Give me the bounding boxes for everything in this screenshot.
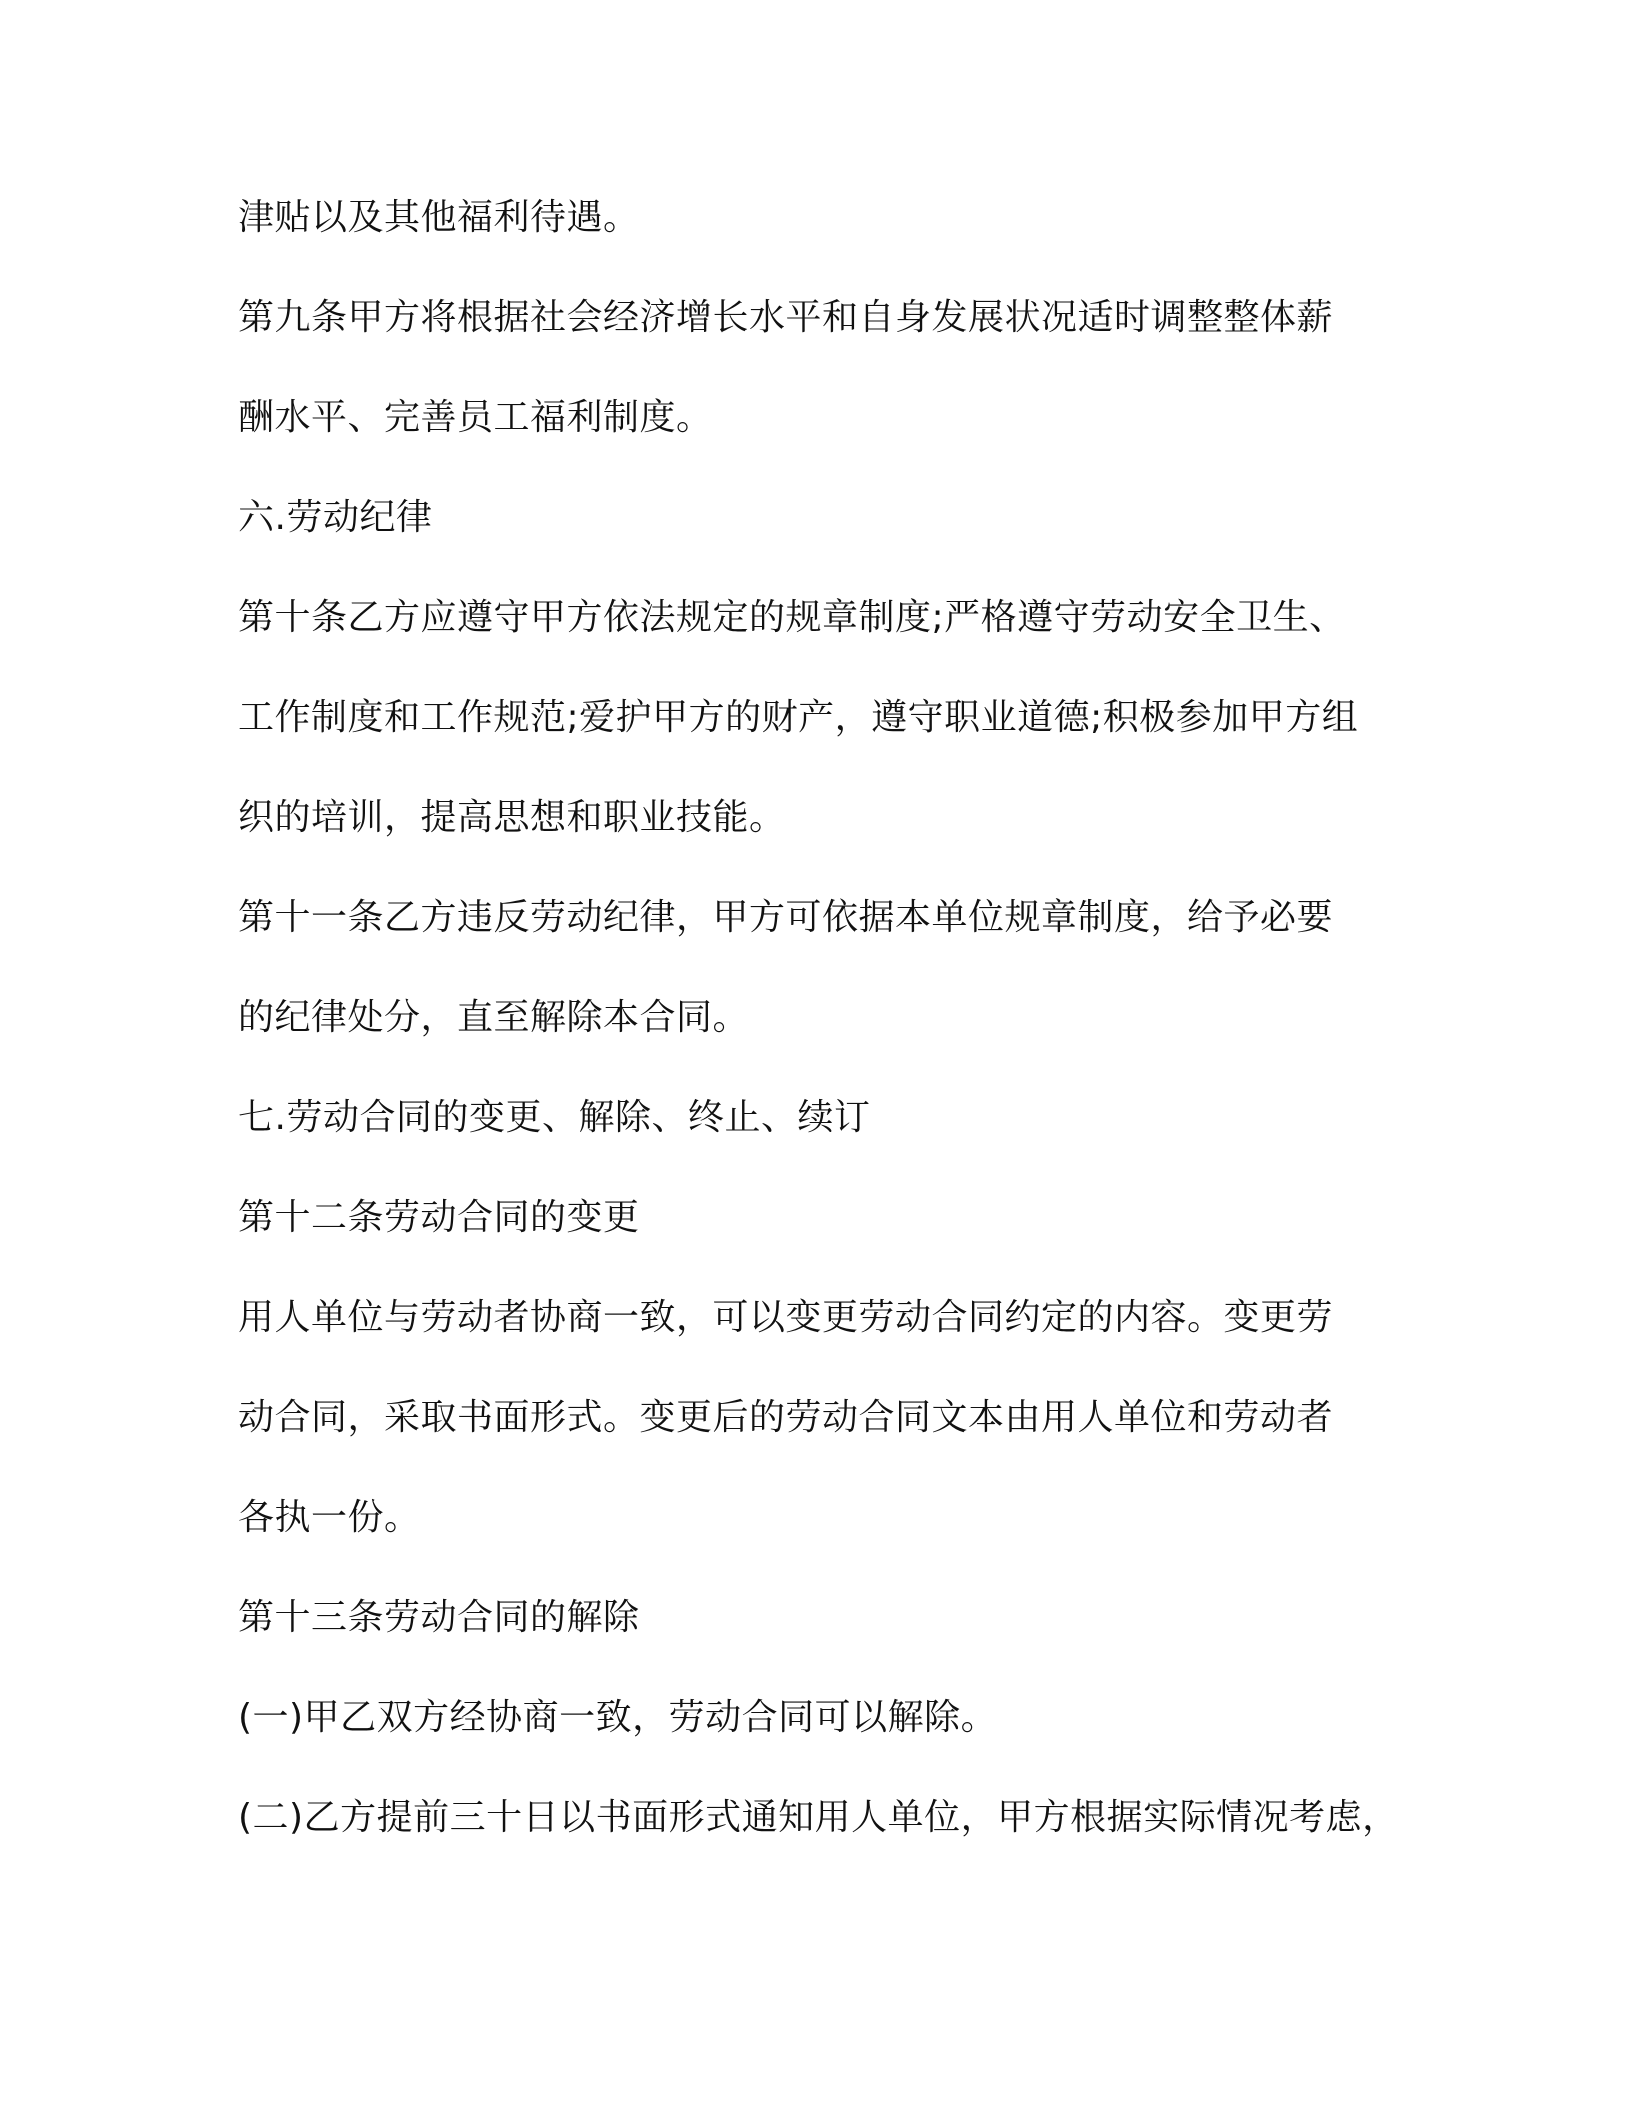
text-line: 织的培训，提高思想和职业技能。 bbox=[238, 797, 786, 838]
list-item: (二)乙方提前三十日以书面形式通知用人单位，甲方根据实际情况考虑， bbox=[238, 1797, 1399, 1838]
section-heading: 六.劳动纪律 bbox=[238, 497, 433, 538]
text-line: 津贴以及其他福利待遇。 bbox=[238, 197, 640, 238]
text-line: 各执一份。 bbox=[238, 1497, 421, 1538]
text-line: 酬水平、完善员工福利制度。 bbox=[238, 397, 713, 438]
text-line: 第十条乙方应遵守甲方依法规定的规章制度;严格遵守劳动安全卫生、 bbox=[238, 597, 1346, 638]
text-line: 第九条甲方将根据社会经济增长水平和自身发展状况适时调整整体薪 bbox=[238, 297, 1334, 338]
text-line: 用人单位与劳动者协商一致，可以变更劳动合同约定的内容。变更劳 bbox=[238, 1297, 1334, 1338]
text-line: 的纪律处分，直至解除本合同。 bbox=[238, 997, 750, 1038]
text-line: 动合同，采取书面形式。变更后的劳动合同文本由用人单位和劳动者 bbox=[238, 1397, 1334, 1438]
text-line: 工作制度和工作规范;爱护甲方的财产，遵守职业道德;积极参加甲方组 bbox=[238, 697, 1359, 738]
article-heading: 第十三条劳动合同的解除 bbox=[238, 1597, 640, 1638]
text-line: 第十一条乙方违反劳动纪律，甲方可依据本单位规章制度，给予必要 bbox=[238, 897, 1334, 938]
article-heading: 第十二条劳动合同的变更 bbox=[238, 1197, 640, 1238]
section-heading: 七.劳动合同的变更、解除、终止、续订 bbox=[238, 1097, 871, 1138]
list-item: (一)甲乙双方经协商一致，劳动合同可以解除。 bbox=[238, 1697, 998, 1738]
